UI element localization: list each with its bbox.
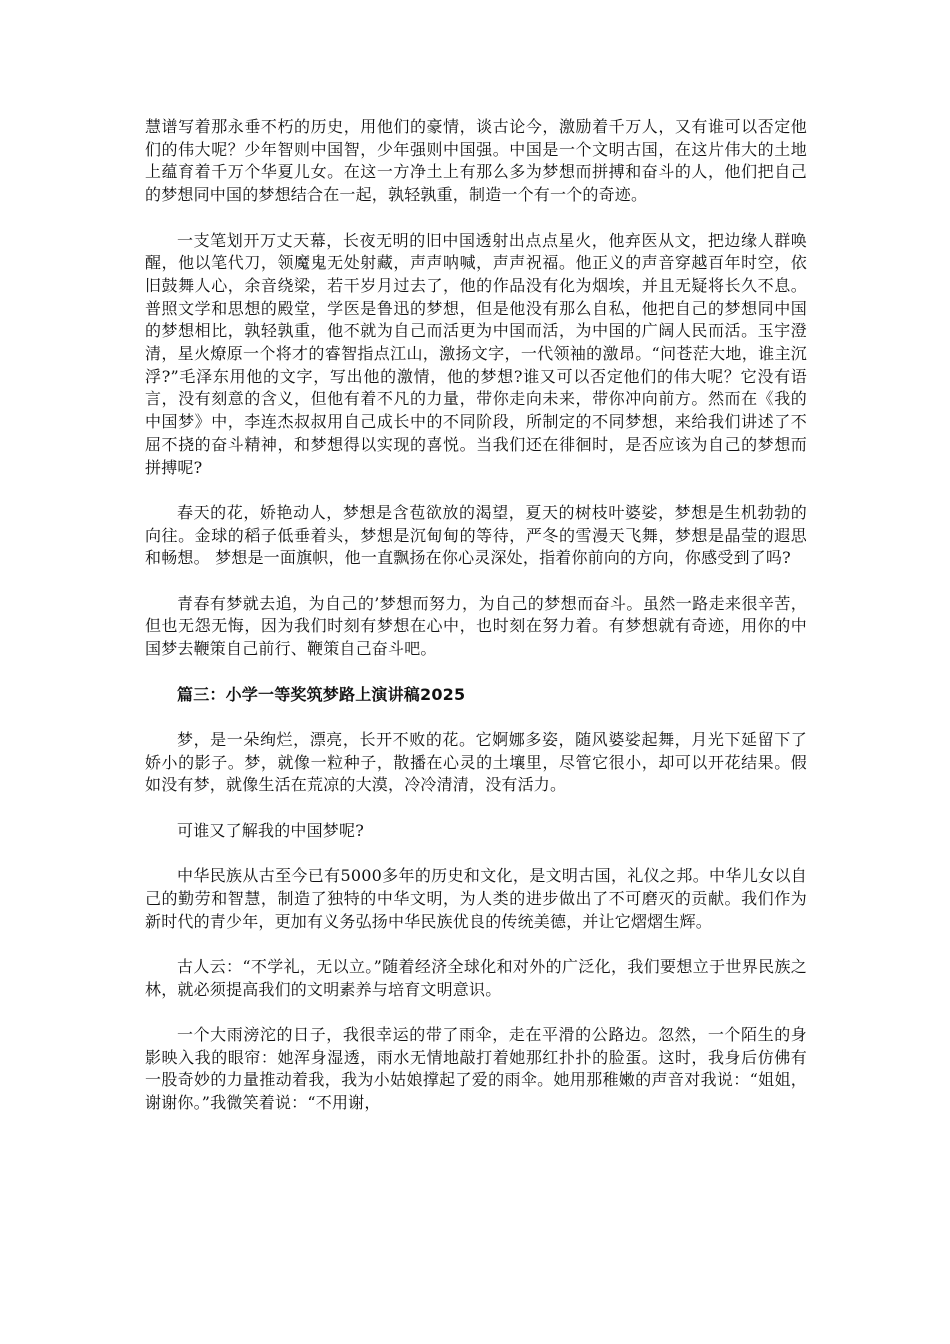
paragraph-continued: 慧谱写着那永垂不朽的历史，用他们的豪情，谈古论今，激励着千万人，又有谁可以否定他们的伟大呢？少年智则中国智，少年强则中国强。中国是一个文明古国，在这片伟大的土地上蕴育着千万个华夏儿女。在这一方净土上有那么多为梦想而拼搏和奋斗的人，他们把自己的梦想同中国的梦想结合在一起，孰轻孰重，制造一个有一个的奇迹。 bbox=[145, 117, 807, 205]
document-body bbox=[145, 116, 807, 1137]
paragraph-dream-flower: 梦，是一朵绚烂，漂亮，长开不败的花。它婀娜多姿，随风婆娑起舞，月光下延留下了娇小的影子。梦，就像一粒种子，散播在心灵的土壤里，尽管它很小，却可以开花结果。假如没有梦，就像生活在荒凉的大漠，冷冷清清，没有活力。 bbox=[145, 729, 807, 795]
paragraph-youth-dream: 青春有梦就去追，为自己的’梦想而努力，为自己的梦想而奋斗。虽然一路走来很辛苦，但也无怨无悔，因为我们时刻有梦想在心中，也时刻在努力着。有梦想就有奇迹，用你的中国梦去鞭策自己前行、鞭策自己奋斗吧。 bbox=[145, 593, 807, 659]
paragraph-ancient-saying: 古人云：“不学礼，无以立。”随着经济全球化和对外的广泛化，我们要想立于世界民族之林，就必须提高我们的文明素养与培育文明意识。 bbox=[145, 956, 807, 999]
paragraph-chinese-civilization: 中华民族从古至今已有5000多年的历史和文化，是文明古国，礼仪之邦。中华儿女以自己的勤劳和智慧，制造了独特的中华文明，为人类的进步做出了不可磨灭的贡献。我们作为新时代的青少年，更加有义务弘扬中华民族优良的传统美德，并让它熠熠生辉。 bbox=[145, 866, 807, 931]
paragraph-seasons-dream: 春天的花，娇艳动人，梦想是含苞欲放的渴望，夏天的树枝叶婆娑，梦想是生机勃勃的向往。金球的稻子低垂着头，梦想是沉甸甸的等待，严冬的雪漫天飞舞，梦想是晶莹的遐思和畅想。 梦想是一面旗帜，他一直飘扬在你心灵深处，指着你前向的方向，你感受到了吗? bbox=[145, 502, 807, 568]
paragraph-lu-xun: 一支笔划开万丈天幕，长夜无明的旧中国透射出点点星火，他弃医从文，把边缘人群唤醒，他以笔代刀，领魔鬼无处射藏，声声呐喊，声声祝福。他正义的声音穿越百年时空，依旧鼓舞人心，余音绕梁，若干岁月过去了，他的作品没有化为烟埃，并且无疑将长久不息。普照文学和思想的殿堂，学医是鲁迅的梦想，但是他没有那么自私，他把自己的梦想同中国的梦想相比，孰轻孰重，他不就为自己而活更为中国而活，为中国的广阔人民而活。玉宇澄清，星火燎原一个将才的睿智指点江山，激扬文字，一代领袖的激昂。“问苍茫大地，谁主沉浮?”毛泽东用他的文字，写出他的激情，他的梦想?谁又可以否定他们的伟大呢？它没有语言，没有刻意的含义，但他有着不凡的力量，带你走向未来，带你冲向前方。然而在《我的中国梦》中，李连杰叔叔用自己成长中的不同阶段，所制定的不同梦想，来给我们讲述了不屈不挠的奋斗精神，和梦想得以实现的喜悦。当我们还在徘徊时，是否应该为自己的梦想而拼搏呢? bbox=[145, 230, 807, 477]
paragraph-question: 可谁又了解我的中国梦呢? bbox=[177, 820, 364, 840]
paragraph-rainy-day: 一个大雨滂沱的日子，我很幸运的带了雨伞，走在平滑的公路边。忽然，一个陌生的身影映入我的眼帘：她浑身湿透，雨水无情地敲打着她那红扑扑的脸蛋。这时，我身后仿佛有一股奇妙的力量推动着我，我为小姑娘撑起了爱的雨伞。她用那稚嫩的声音对我说：“姐姐，谢谢你。”我微笑着说：“不用谢， bbox=[145, 1024, 807, 1113]
section-heading: 篇三：小学一等奖筑梦路上演讲稿2025 bbox=[177, 684, 466, 704]
